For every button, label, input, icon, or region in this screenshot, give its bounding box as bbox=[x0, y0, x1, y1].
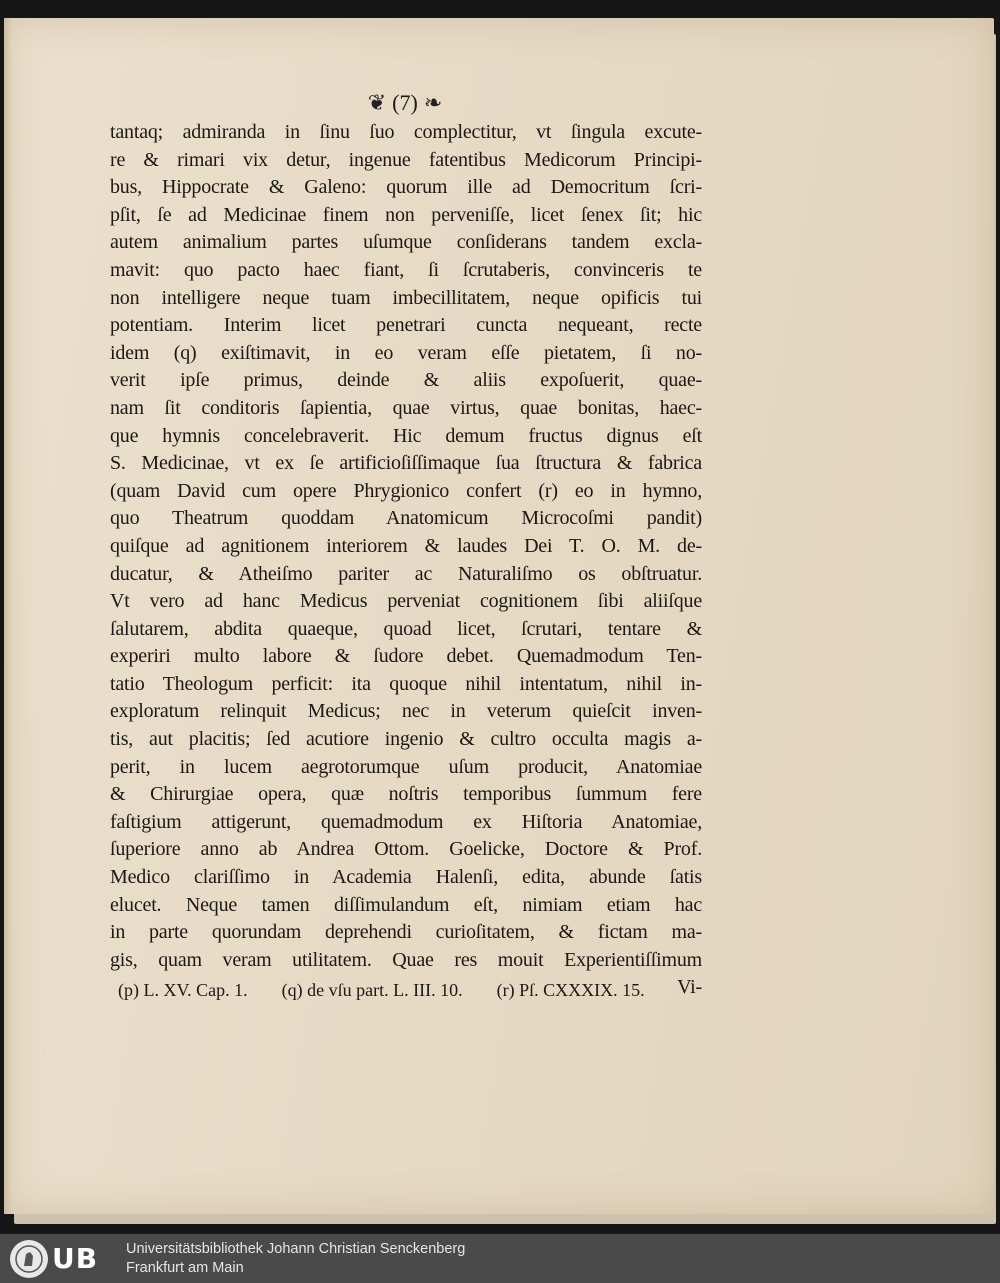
library-name-line1: Universitätsbibliothek Johann Christian Senckenberg bbox=[126, 1240, 466, 1257]
text-line: elucet. Neque tamen diſſimulandum eſt, nimiam etiam hac bbox=[110, 893, 702, 916]
text-line: bus, Hippocrate & Galeno: quorum ille ad Democritum ſcri- bbox=[110, 176, 702, 199]
text-line: quo Theatrum quoddam Anatomicum Microcoſmi pandit) bbox=[110, 507, 702, 530]
text-line: verit ipſe primus, deinde & aliis expoſuerit, quae- bbox=[110, 369, 702, 392]
footnote-r: (r) Pſ. CXXXIX. 15. bbox=[496, 980, 645, 1000]
text-line: que hymnis concelebraverit. Hic demum fructus dignus eſt bbox=[110, 424, 702, 447]
text-line: mavit: quo pacto haec fiant, ſi ſcrutaberis, convinceris te bbox=[110, 258, 702, 281]
text-line: tis, aut placitis; ſed acutiore ingenio & cultro occulta magis a- bbox=[110, 728, 702, 751]
text-line: Medico clariſſimo in Academia Halenſi, edita, abunde ſatis bbox=[110, 866, 702, 889]
body-text bbox=[110, 119, 702, 1002]
footnote-p: (p) L. XV. Cap. 1. bbox=[118, 980, 248, 1000]
library-footer bbox=[0, 1234, 1000, 1283]
text-line: in parte quorundam deprehendi curioſitatem, & fictam ma- bbox=[110, 921, 702, 944]
text-line: re & rimari vix detur, ingenue fatentibus Medicorum Principi- bbox=[110, 148, 702, 171]
text-line: faſtigium attigerunt, quemadmodum ex Hiſtoria Anatomiae, bbox=[110, 810, 702, 833]
library-name bbox=[126, 1240, 465, 1278]
page-fold bbox=[4, 18, 12, 1214]
page-number: (7) bbox=[392, 90, 418, 115]
library-logo[interactable] bbox=[10, 1239, 116, 1279]
text-line: ſalutarem, abdita quaeque, quoad licet, ſcrutari, tentare & bbox=[110, 617, 702, 640]
text-line: exploratum relinquit Medicus; nec in veterum quieſcit inven- bbox=[110, 700, 702, 723]
text-line: Vt vero ad hanc Medicus perveniat cognitionem ſibi aliiſque bbox=[110, 590, 702, 613]
text-line: ſuperiore anno ab Andrea Ottom. Goelicke, Doctore & Prof. bbox=[110, 838, 702, 861]
text-line: potentiam. Interim licet penetrari cuncta nequeant, recte bbox=[110, 314, 702, 337]
text-line: tantaq; admiranda in ſinu ſuo complectitur, vt ſingula excute- bbox=[110, 121, 702, 143]
text-line: nam ſit conditoris ſapientia, quae virtus, quae bonitas, haec- bbox=[110, 396, 702, 419]
text-line: non intelligere neque tuam imbecillitatem, neque opificis tui bbox=[110, 286, 702, 309]
text-line: & Chirurgiae opera, quæ noſtris temporibus ſummum fere bbox=[110, 783, 702, 806]
text-line: autem animalium partes uſumque conſiderans tandem excla- bbox=[110, 231, 702, 254]
text-line: (quam David cum opere Phrygionico confert (r) eo in hymno, bbox=[110, 479, 702, 502]
ornament-left-icon: ❦ bbox=[367, 90, 387, 115]
library-name-line2: Frankfurt am Main bbox=[126, 1259, 244, 1276]
text-line: idem (q) exiſtimavit, in eo veram eſſe pietatem, ſi no- bbox=[110, 341, 702, 364]
logo-text: UB bbox=[52, 1242, 99, 1275]
page-header bbox=[340, 88, 470, 118]
footnotes bbox=[118, 980, 718, 1001]
text-line: pſit, ſe ad Medicinae finem non perveniſſe, licet ſenex ſit; hic bbox=[110, 203, 702, 226]
seal-icon bbox=[10, 1240, 48, 1278]
text-line: quiſque ad agnitionem interiorem & laudes Dei T. O. M. de- bbox=[110, 534, 702, 557]
text-line: S. Medicinae, vt ex ſe artificioſiſſimaque ſua ſtructura & fabrica bbox=[110, 452, 702, 475]
footnote-q: (q) de vſu part. L. III. 10. bbox=[281, 980, 463, 1000]
text-line: perit, in lucem aegrotorumque uſum producit, Anatomiae bbox=[110, 755, 702, 778]
text-line: tatio Theologum perficit: ita quoque nihil intentatum, nihil in- bbox=[110, 672, 702, 695]
text-line: ducatur, & Atheiſmo pariter ac Naturaliſmo os obſtruatur. bbox=[110, 562, 702, 585]
catchword: Vi- bbox=[677, 976, 702, 999]
text-line: gis, quam veram utilitatem. Quae res mouit Experientiſſimum bbox=[110, 948, 702, 971]
ornament-right-icon: ❧ bbox=[423, 90, 443, 115]
text-line: experiri multo labore & ſudore debet. Quemadmodum Ten- bbox=[110, 645, 702, 668]
